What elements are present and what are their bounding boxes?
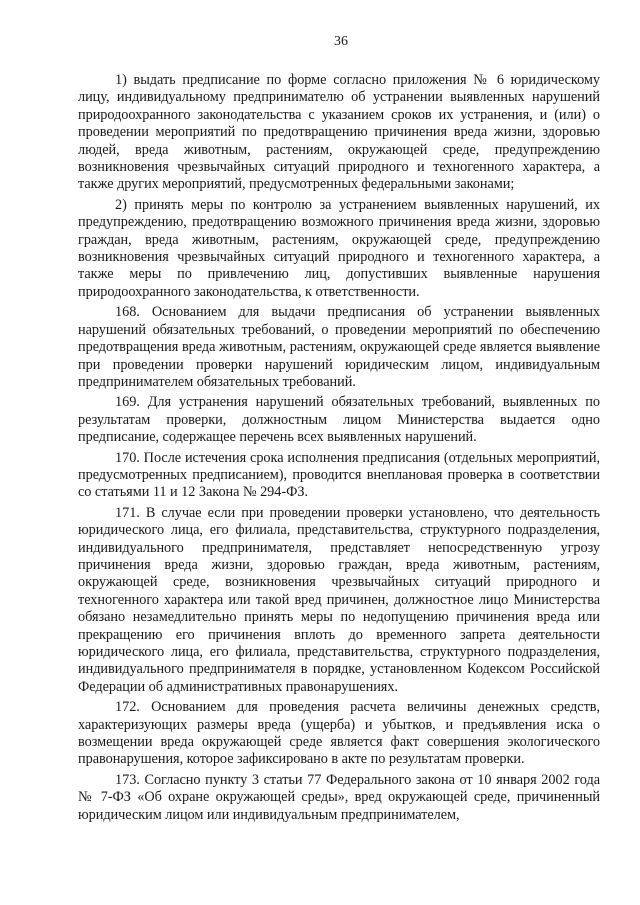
- paragraph-170: 170. После истечения срока исполнения предписания (отдельных мероприятий, предусмотренных предписанием), проводится внеплановая проверка в соответствии со статьями 11 и 12 Закона № 294-ФЗ.: [78, 449, 600, 501]
- page-number: 36: [334, 34, 348, 49]
- paragraph-item-2: 2) принять меры по контролю за устранением выявленных нарушений, их предупреждению, предотвращению возможного причинения вреда жизни, здоровью граждан, вреда животным, растениям, окружающей среде, предупреждению возникновения чрезвычайных ситуаций природного и техногенного характера, а также меры по привлечению лиц, допустивших выявленные нарушения природоохранного законодательства, к ответственности.: [78, 196, 600, 300]
- paragraph-172: 172. Основанием для проведения расчета величины денежных средств, характеризующих размеры вреда (ущерба) и убытков, и предъявления иска о возмещении вреда окружающей среде является факт совершения экологического правонарушения, которое зафиксировано в акте по результатам проверки.: [78, 699, 600, 768]
- paragraph-168: 168. Основанием для выдачи предписания об устранении выявленных нарушений обязательных требований, о проведении мероприятий по обеспечению предотвращения вреда животным, растениям, окружающей среде является выявление при проведении проверки нарушений юридическим лицом, индивидуальным предпринимателем обязательных требований.: [78, 304, 600, 390]
- paragraph-169: 169. Для устранения нарушений обязательных требований, выявленных по результатам проверки, должностным лицом Министерства выдается одно предписание, содержащее перечень всех выявленных нарушений.: [78, 394, 600, 446]
- paragraph-171: 171. В случае если при проведении проверки установлено, что деятельность юридического лица, его филиала, представительства, структурного подразделения, индивидуального предпринимателя, представляет непосредственную угрозу причинения вреда жизни, здоровью граждан, вреда животным, растениям, окружающей среде, возникновения чрезвычайных ситуаций природного и техногенного характера или такой вред причинен, должностное лицо Министерства обязано незамедлительно принять меры по недопущению причинения вреда или прекращению его причинения вплоть до временного запрета деятельности юридического лица, его филиала, представительства, структурного подразделения, индивидуального предпринимателя в порядке, установленном Кодексом Российской Федерации об административных правонарушениях.: [78, 504, 600, 695]
- paragraph-item-1: 1) выдать предписание по форме согласно приложения № 6 юридическому лицу, индивидуальному предпринимателю об устранении выявленных нарушений природоохранного законодательства с указанием сроков их устранения, и (или) о проведении мероприятий по предотвращению причинения вреда жизни, здоровью людей, вреда животным, растениям, окружающей среде, предупреждению возникновения чрезвычайных ситуаций природного и техногенного характера, а также других мероприятий, предусмотренных федеральными законами;: [78, 72, 600, 193]
- paragraph-173: 173. Согласно пункту 3 статьи 77 Федерального закона от 10 января 2002 года № 7-ФЗ «Об охране окружающей среды», вред окружающей среде, причиненный юридическим лицом или индивидуальным предпринимателем,: [78, 771, 600, 823]
